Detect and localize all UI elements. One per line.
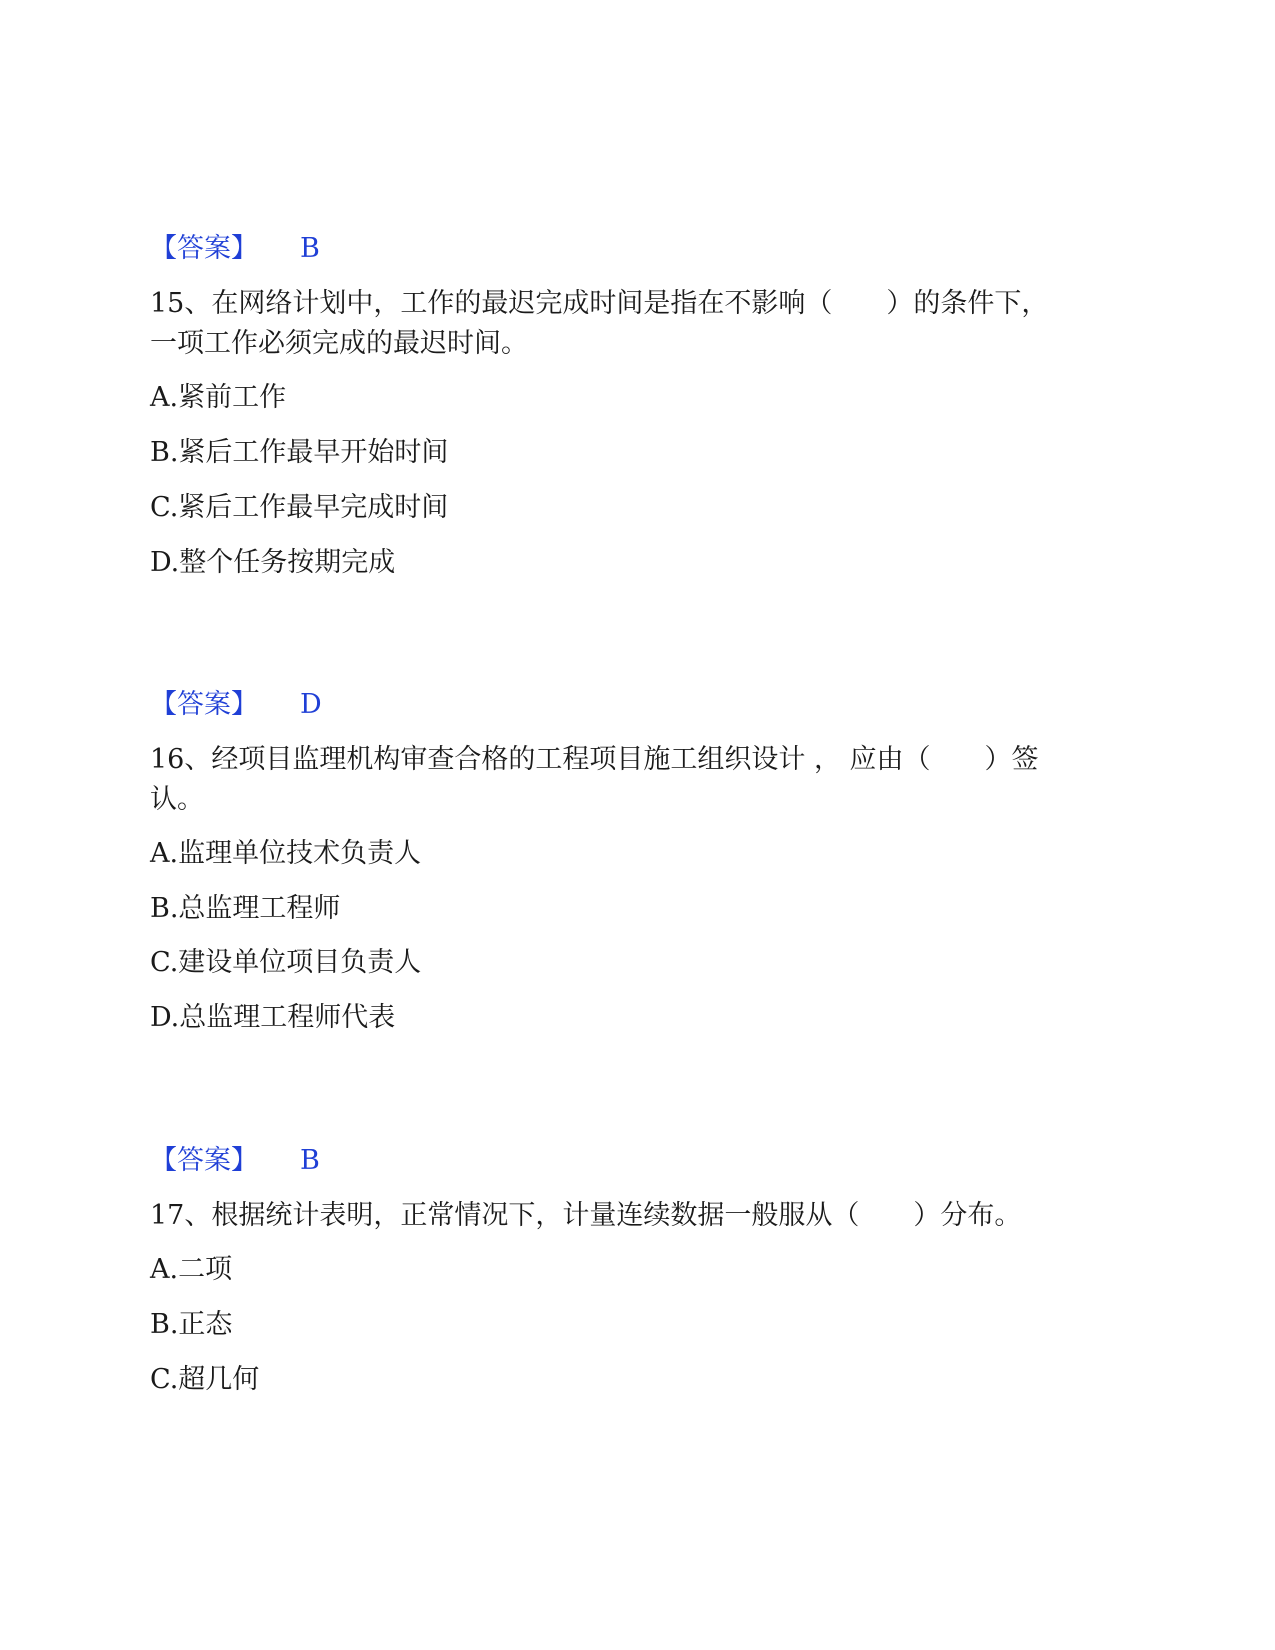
answer-line [150,1144,320,1178]
question-15-option-c: C.紧后工作最早完成时间 [150,492,449,523]
question-16-line-1: 16、经项目监理机构审查合格的工程项目施工组织设计 ， 应由（ ）签 [150,744,1039,775]
question-15-line-2: 一项工作必须完成的最迟时间。 [150,328,528,359]
question-17-option-b: B.正态 [150,1309,233,1340]
question-16-option-d: D.总监理工程师代表 [150,1002,396,1033]
question-16-option-b: B.总监理工程师 [150,893,341,924]
answer-line [150,688,322,722]
answer-line [150,232,320,266]
question-15-option-a: A.紧前工作 [150,382,287,413]
answer-label: 【答案】 [150,1145,258,1176]
answer-value: B [300,233,320,264]
answer-value: B [300,1145,320,1176]
question-15-line-1: 15、在网络计划中，工作的最迟完成时间是指在不影响（ ）的条件下， [150,288,1049,319]
question-16-option-c: C.建设单位项目负责人 [150,947,422,978]
question-15-option-b: B.紧后工作最早开始时间 [150,437,449,468]
answer-label: 【答案】 [150,233,258,264]
answer-label: 【答案】 [150,689,258,720]
answer-value: D [300,689,322,720]
question-15-option-d: D.整个任务按期完成 [150,547,396,578]
question-17-line-1: 17、根据统计表明，正常情况下，计量连续数据一般服从（ ）分布。 [150,1200,1022,1231]
question-17-option-c: C.超几何 [150,1364,260,1395]
question-16-line-2: 认。 [150,784,204,815]
question-16-option-a: A.监理单位技术负责人 [150,838,422,869]
question-17-option-a: A.二项 [150,1254,233,1285]
